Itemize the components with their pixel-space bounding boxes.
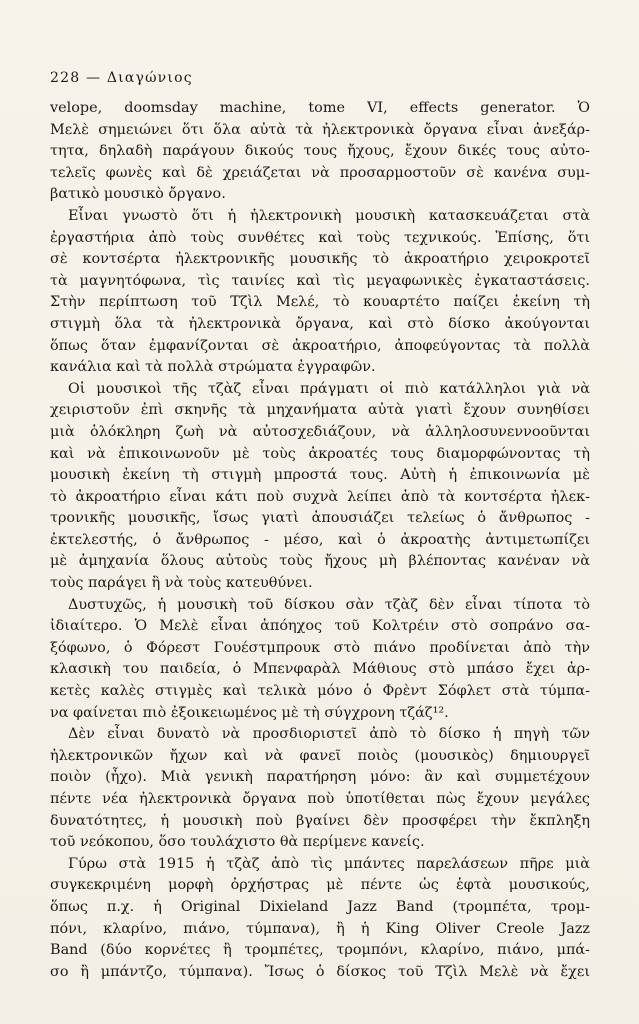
paragraph-end-line: τοῦ νεόκοπου, ὅσο τουλάχιστο θὰ περίμενε κανείς.	[50, 834, 425, 851]
text-line: τὸ ἀκροατήριο εἶναι κάτι ποὺ συχνὰ λείπει ἀπὸ τὰ κοντσέρτα ἠλεκ-	[50, 488, 590, 505]
running-title: Διαγώνιος	[106, 70, 193, 86]
text-line: κλασικὴ του παιδεία, ὁ Μπενφαρὰλ Μάθιους στὸ μπάσο ἔχει ἀρ-	[50, 661, 590, 678]
text-line: ὅπως π.χ. ἡ Original Dixieland Jazz Band (τρομπέτα, τρομ-	[50, 898, 590, 915]
paragraph-end-line: κανάλια καὶ τὰ πολλὰ στρώματα ἐγγραφῶν.	[50, 359, 376, 376]
paragraph-start-line: Οἱ μουσικοὶ τῆς τζὰζ εἶναι πράγματι οἱ πιὸ κατάλληλοι γιὰ νὰ	[68, 380, 590, 397]
paragraph-end-line: τοὺς παράγει ἢ νὰ τοὺς κατευθύνει.	[50, 575, 313, 592]
text-line: μὲ ἀμηχανία ὅλους αὐτοὺς τοὺς ἤχους μὴ βλέποντας κανέναν νὰ	[50, 553, 590, 570]
paragraph-start-line: Δυστυχῶς, ἡ μουσικὴ τοῦ δίσκου σὰν τζὰζ δὲν εἶναι τίποτα τὸ	[68, 596, 590, 613]
text-line: ὅπως ὅταν ἐμφανίζονται σὲ ἀκροατήριο, ἀποφεύγοντας τὰ πολλὰ	[50, 337, 590, 354]
text-line: Μελὲ σημειώνει ὅτι ὅλα αὐτὰ τὰ ἠλεκτρονικὰ ὄργανα εἶναι ἀνεξάρ-	[50, 121, 590, 138]
page-number: 228	[50, 70, 81, 86]
text-line: καὶ νὰ ἐπικοινωνοῦν μὲ τοὺς ἀκροατές τους διαμορφώνοντας τὴ	[50, 445, 590, 462]
text-line: μιὰ ὁλόκληρη ζωὴ νὰ αὐτοσχεδιάζουν, νὰ ἀλληλοσυνεννοοῦνται	[50, 423, 590, 440]
text-line: πέντε νέα ἠλεκτρονικὰ ὄργανα ποὺ ὑποτίθεται πὼς ἔχουν μεγάλες	[50, 791, 590, 807]
paragraph-end-line: βατικὸ μουσικὸ ὄργανο.	[50, 186, 226, 203]
paragraph-start-line: Δὲν εἶναι δυνατὸ νὰ προσδιοριστεῖ ἀπὸ τὸ δίσκο ἡ πηγὴ τῶν	[68, 726, 590, 743]
text-line: ἠλεκτρονικῶν ἤχων καὶ νὰ φανεῖ ποιὸς (μουσικὸς) δημιουργεῖ	[50, 747, 590, 764]
text-line: συγκεκριμένη μορφὴ ὀρχήστρας μὲ πέντε ὡς ἑφτὰ μουσικούς,	[50, 877, 590, 894]
body-text	[50, 98, 590, 983]
text-line: κετὲς καλὲς στιγμὲς καὶ τελικὰ μόνο ὁ Φρὲντ Σόφλετ στὰ τύμπα-	[50, 683, 590, 700]
text-line: χειριστοῦν ἐπὶ σκηνῆς τὰ μηχανήματα αὐτὰ γιατὶ ἔχουν συνηθίσει	[50, 402, 590, 419]
text-line: στιγμὴ ὅλα τὰ ἠλεκτρονικὰ ὄργανα, καὶ στὸ δίσκο ἀκούγονται	[50, 315, 590, 332]
text-line: ποιὸν (ἦχο). Μιὰ γενικὴ παρατήρηση μόνο: ἂν καὶ συμμετέχουν	[50, 769, 590, 786]
text-line: τρονικῆς μουσικῆς, ἴσως γιατὶ ἀπουσιάζει τελείως ὁ ἄνθρωπος -	[50, 510, 590, 527]
text-line: ἐργαστήρια ἀπὸ τοὺς συνθέτες καὶ τοὺς τεχνικούς. Ἐπίσης, ὅτι	[50, 229, 590, 246]
text-line: τητα, δηλαδὴ παράγουν δικούς τους ἤχους, ἔχουν δικές τους αὐτο-	[50, 143, 590, 160]
text-line: ἰδιαίτερο. Ὁ Μελὲ εἶναι ἀπόηχος τοῦ Κολτρέιν στὸ σοπράνο σα-	[50, 618, 590, 635]
text-line: ξόφωνο, ὁ Φόρεστ Γουέστμπρουκ στὸ πιάνο προδίνεται ἀπὸ τὴν	[50, 639, 590, 656]
text-line: δυνατότητες, ἡ μουσικὴ ποὺ βγαίνει δὲν προσφέρει τὴν ἔκπληξη	[50, 812, 590, 829]
paragraph-end-line: να φαίνεται πιὸ ἐξοικειωμένος μὲ τὴ σύγχρονη τζάζ¹².	[50, 704, 449, 721]
text-line: τὰ μαγνητόφωνα, τὶς ταινίες καὶ τὶς μεγαφωνικὲς ἐγκαταστάσεις.	[50, 272, 590, 289]
page-header	[50, 70, 193, 86]
text-line: Band (δύο κορνέτες ἢ τρομπέτες, τρομπόνι, κλαρίνο, πιάνο, μπά-	[50, 942, 590, 959]
header-separator: —	[85, 70, 102, 86]
text-line: σὲ κοντσέρτα ἠλεκτρονικῆς μουσικῆς τὸ ἀκροατήριο χειροκροτεῖ	[50, 251, 590, 268]
text-line: σο ἢ μπάντζο, τύμπανα). Ἴσως ὁ δίσκος τοῦ Τζὶλ Μελὲ νὰ ἔχει	[50, 963, 590, 980]
text-line: τελεῖς φωνὲς καὶ δὲ χρειάζεται νὰ προσαρμοστοῦν σὲ κανένα συμ-	[50, 164, 590, 181]
text-line: πόνι, κλαρίνο, πιάνο, τύμπανα), ἢ ἡ King Oliver Creole Jazz	[50, 920, 590, 937]
text-line: μουσικὴ ἐκείνη τὴ στιγμὴ μπροστά τους. Αὐτὴ ἡ ἐπικοινωνία μὲ	[50, 467, 590, 484]
paragraph-start-line: Γύρω στὰ 1915 ἡ τζὰζ ἀπὸ τὶς μπάντες παρελάσεων πῆρε μιὰ	[68, 855, 590, 872]
text-line: Στὴν περίπτωση τοῦ Τζὶλ Μελέ, τὸ κουαρτέτο παίζει ἐκείνη τὴ	[50, 294, 590, 311]
text-line: velope, doomsday machine, tome VI, effects generator. Ὁ	[50, 100, 590, 116]
text-line: ἐκτελεστής, ὁ ἄνθρωπος - μέσο, καὶ ὁ ἀκροατὴς ἀντιμετωπίζει	[50, 531, 590, 548]
paragraph-start-line: Εἶναι γνωστὸ ὅτι ἡ ἠλεκτρονικὴ μουσικὴ κατασκευάζεται στὰ	[68, 207, 590, 224]
